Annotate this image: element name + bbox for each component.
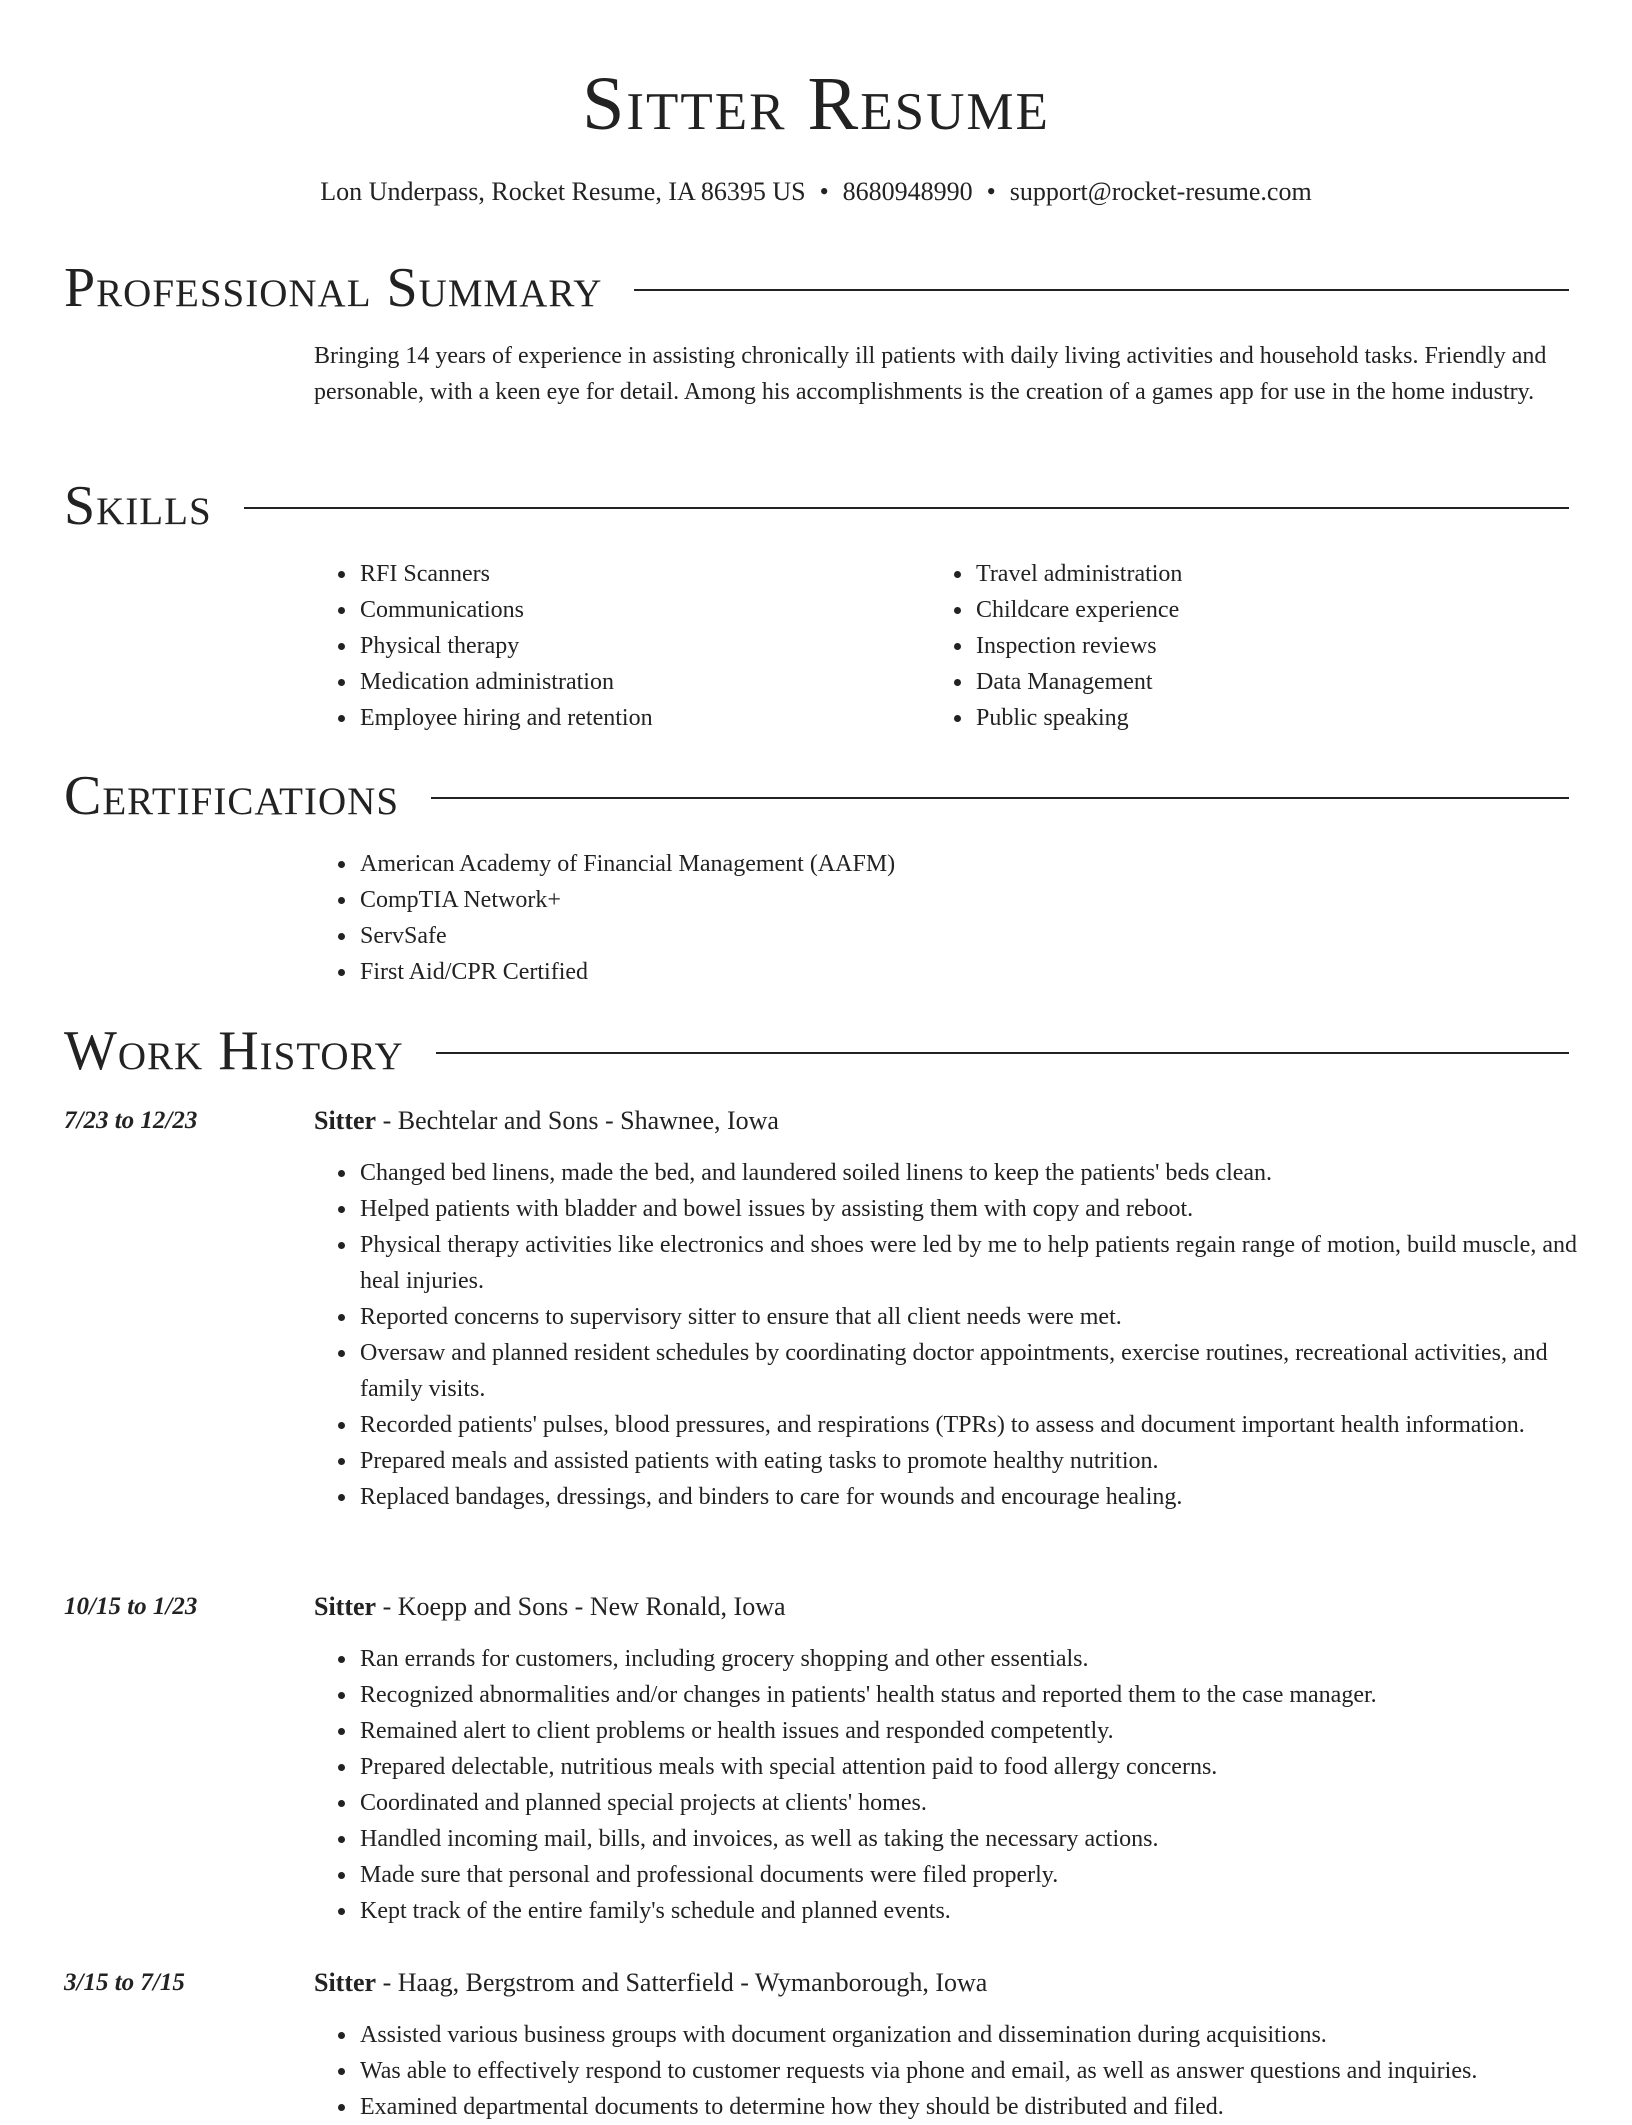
section-title-work-history: Work History <box>64 1020 404 1082</box>
skills-list-right <box>930 556 1574 736</box>
job-dates: 3/15 to 7/15 <box>64 1969 185 1996</box>
duty-item: • Coordinated and planned special projects at clients' homes. <box>358 1785 1598 1821</box>
job-heading <box>314 1965 987 2001</box>
duty-item: • Recorded patients' pulses, blood pressures, and respirations (TPRs) to assess and document important health information. <box>358 1407 1598 1443</box>
duty-item: • Helped patients with bladder and bowel issues by assisting them with copy and reboot. <box>358 1191 1598 1227</box>
duty-item: • Kept track of the entire family's schedule and planned events. <box>358 1893 1598 1929</box>
duty-item: • Ran errands for customers, including grocery shopping and other essentials. <box>358 1641 1598 1677</box>
certification-item: • American Academy of Financial Management (AAFM) <box>358 846 1358 882</box>
job-employer: - Koepp and Sons - New Ronald, Iowa <box>376 1592 786 1621</box>
duty-item: • Changed bed linens, made the bed, and laundered soiled linens to keep the patients' beds clean. <box>358 1155 1598 1191</box>
job-role: Sitter <box>314 1592 377 1621</box>
contact-phone: 8680948990 <box>842 177 973 206</box>
skill-item: • Communications <box>358 592 918 628</box>
skill-item: • Inspection reviews <box>974 628 1574 664</box>
skill-item: • Physical therapy <box>358 628 918 664</box>
section-title-summary: Professional Summary <box>64 257 603 319</box>
duty-item: • Assisted various business groups with document organization and dissemination during acquisitions. <box>358 2017 1598 2053</box>
skill-item: • Travel administration <box>974 556 1574 592</box>
job-duties-list <box>314 1641 1598 1929</box>
job-heading <box>314 1103 779 1139</box>
skill-item: • Public speaking <box>974 700 1574 736</box>
job-heading <box>314 1589 786 1625</box>
section-rule <box>244 507 1569 509</box>
duty-item: • Made sure that personal and professional documents were filed properly. <box>358 1857 1598 1893</box>
skill-item: • Employee hiring and retention <box>358 700 918 736</box>
duty-item: • Oversaw and planned resident schedules by coordinating doctor appointments, exercise routines, recreational activities, and family visits. <box>358 1335 1598 1407</box>
contact-separator: • <box>819 177 829 206</box>
section-rule <box>634 289 1569 291</box>
job-dates: 7/23 to 12/23 <box>64 1107 198 1134</box>
duty-item: • Physical therapy activities like electronics and shoes were led by me to help patients regain range of motion, build muscle, and heal injuries. <box>358 1227 1598 1299</box>
skill-item: • Medication administration <box>358 664 918 700</box>
duty-item: • Handled incoming mail, bills, and invoices, as well as taking the necessary actions. <box>358 1821 1598 1857</box>
certification-item: • First Aid/CPR Certified <box>358 954 1358 990</box>
contact-separator: • <box>986 177 996 206</box>
section-rule <box>436 1052 1569 1054</box>
duty-item: • Reported concerns to supervisory sitter to ensure that all client needs were met. <box>358 1299 1598 1335</box>
section-header-work-history <box>64 1021 1569 1081</box>
duty-item: • Prepared delectable, nutritious meals with special attention paid to food allergy concerns. <box>358 1749 1598 1785</box>
job-dates: 10/15 to 1/23 <box>64 1593 198 1620</box>
section-header-summary <box>64 258 1569 318</box>
contact-line <box>0 176 1632 208</box>
duty-item: • Remained alert to client problems or health issues and responded competently. <box>358 1713 1598 1749</box>
contact-address: Lon Underpass, Rocket Resume, IA 86395 US <box>320 177 806 206</box>
skill-item: • Childcare experience <box>974 592 1574 628</box>
section-title-skills: Skills <box>64 475 212 537</box>
contact-email: support@rocket-resume.com <box>1009 177 1312 206</box>
duty-item: • Examined departmental documents to determine how they should be distributed and filed. <box>358 2089 1598 2125</box>
duty-item: • Was able to effectively respond to customer requests via phone and email, as well as answer questions and inquiries. <box>358 2053 1598 2089</box>
summary-text: Bringing 14 years of experience in assisting chronically ill patients with daily living activities and household tasks. Friendly and personable, with a keen eye for detail. Among his accomplishments is the creation of a games app for use in the home industry. <box>314 343 1547 405</box>
section-rule <box>431 797 1569 799</box>
duty-item: • Prepared meals and assisted patients with eating tasks to promote healthy nutrition. <box>358 1443 1598 1479</box>
section-header-certifications <box>64 766 1569 826</box>
job-employer: - Haag, Bergstrom and Satterfield - Wymanborough, Iowa <box>376 1968 988 1997</box>
resume-title: Sitter Resume <box>582 62 1050 146</box>
duty-item: • Replaced bandages, dressings, and binders to care for wounds and encourage healing. <box>358 1479 1598 1515</box>
section-title-certifications: Certifications <box>64 765 400 827</box>
section-header-skills <box>64 476 1569 536</box>
duty-item: • Recognized abnormalities and/or changes in patients' health status and reported them to the case manager. <box>358 1677 1598 1713</box>
job-employer: - Bechtelar and Sons - Shawnee, Iowa <box>376 1106 779 1135</box>
certification-item: • CompTIA Network+ <box>358 882 1358 918</box>
job-duties-list <box>314 1155 1598 1515</box>
skills-list-left <box>314 556 918 736</box>
job-role: Sitter <box>314 1106 377 1135</box>
skill-item: • Data Management <box>974 664 1574 700</box>
job-duties-list <box>314 2017 1598 2125</box>
job-role: Sitter <box>314 1968 377 1997</box>
skill-item: • RFI Scanners <box>358 556 918 592</box>
certification-item: • ServSafe <box>358 918 1358 954</box>
certifications-list <box>314 846 1358 990</box>
